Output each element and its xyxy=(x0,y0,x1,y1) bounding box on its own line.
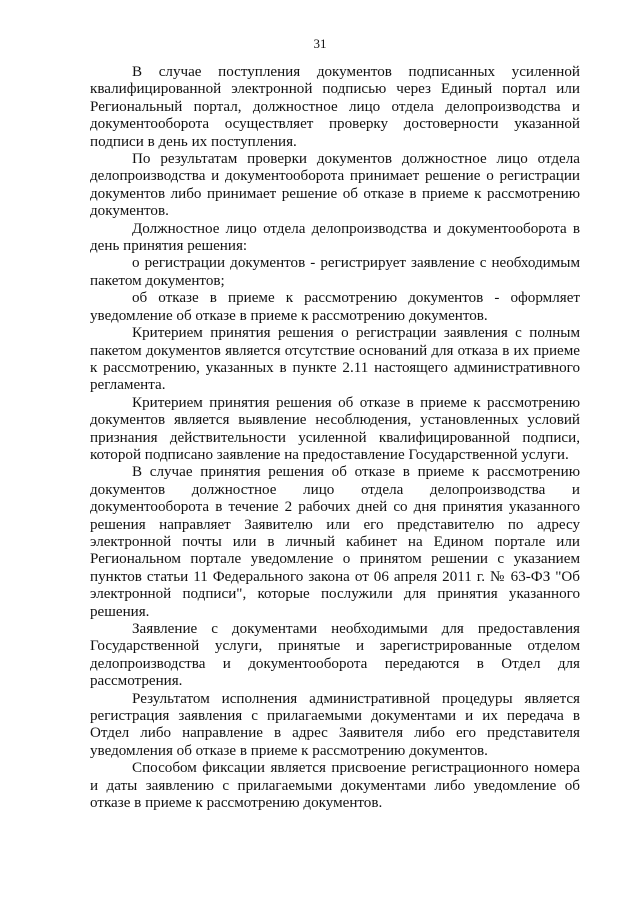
paragraph-decision-day: Должностное лицо отдела делопроизводства и документооборота в день принятия решения: xyxy=(90,220,580,255)
document-body xyxy=(90,64,580,812)
paragraph-refusal-notification: В случае принятия решения об отказе в приеме к рассмотрению документов должностное лицо отдела делопроизводства и документооборота в течение 2 рабочих дней со дня принятия указанного решения направляет Заявителю или его представителю по адресу электронной почты или в личный кабинет на Едином портале или Региональном портале уведомление о принятом решении с указанием пунктов статьи 11 Федерального закона от 06 апреля 2011 г. № 63-ФЗ "Об электронной подписи", которые послужили для принятия указанного решения. xyxy=(90,464,580,620)
paragraph-registration-criterion: Критерием принятия решения о регистрации заявления с полным пакетом документов является отсутствие оснований для отказа в их приеме к рассмотрению, указанных в пункте 2.11 настоящего административного регламента. xyxy=(90,325,580,394)
paragraph-check-results: По результатам проверки документов должностное лицо отдела делопроизводства и документооборота принимает решение о регистрации документов либо принимает решение об отказе в приеме к рассмотрению документов. xyxy=(90,151,580,220)
paragraph-signature-check: В случае поступления документов подписанных усиленной квалифицированной электронной подписью через Единый портал или Региональный портал, должностное лицо отдела делопроизводства и документооборота осуществляет проверку достоверности указанной подписи в день их поступления. xyxy=(90,64,580,150)
paragraph-procedure-result: Результатом исполнения административной процедуры является регистрация заявления с прилагаемыми документами и их передача в Отдел либо направление в адрес Заявителя либо его представителя уведомления об отказе в приеме к рассмотрению документов. xyxy=(90,690,580,759)
paragraph-refusal-option: об отказе в приеме к рассмотрению документов - оформляет уведомление об отказе в приеме к рассмотрению документов. xyxy=(90,290,580,324)
paragraph-refusal-criterion: Критерием принятия решения об отказе в приеме к рассмотрению документов является выявление несоблюдения, установленных условий признания действительности усиленной квалифицированной подписи, которой подписано заявление на предоставление Государственной услуги. xyxy=(90,394,580,463)
paragraph-transfer-to-department: Заявление с документами необходимыми для предоставления Государственной услуги, принятые и зарегистрированные отделом делопроизводства и документооборота передаются в Отдел для рассмотрения. xyxy=(90,621,580,690)
page-number: 31 xyxy=(313,36,327,51)
paragraph-registration-option: о регистрации документов - регистрирует заявление с необходимым пакетом документов; xyxy=(90,255,580,289)
paragraph-fixation-method: Способом фиксации является присвоение регистрационного номера и даты заявлению с прилагаемыми документами либо уведомление об отказе в приеме к рассмотрению документов. xyxy=(90,760,580,812)
